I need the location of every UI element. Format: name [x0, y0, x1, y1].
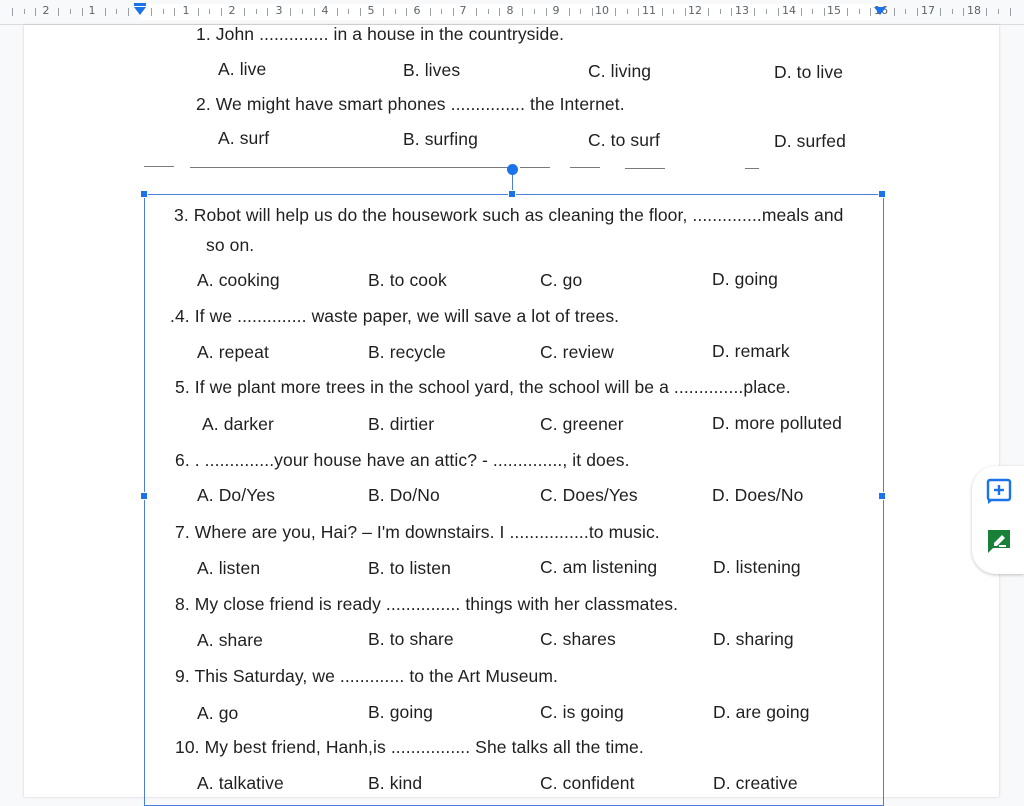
ruler-number: 11 [642, 4, 656, 17]
ruler-tick [221, 8, 222, 16]
q7-option-d: D. listening [713, 557, 801, 577]
q3-option-a: A. cooking [197, 270, 280, 290]
ruler-tick [627, 9, 628, 14]
q10-option-a: A. talkative [197, 773, 284, 793]
ruler-number: 1 [88, 4, 96, 17]
q4-option-b: B. recycle [368, 342, 446, 362]
ruler-tick [395, 9, 396, 14]
ruler-tick [267, 8, 268, 16]
ruler-tick [128, 8, 129, 16]
ruler-tick [244, 8, 245, 16]
ruler-tick [917, 8, 918, 16]
q3-option-d: D. going [712, 269, 778, 289]
ruler-tick [569, 8, 570, 16]
question-3-text: 3. Robot will help us do the housework such as cleaning the floor, ..............meals and [174, 205, 844, 225]
ruler-number: 18 [967, 4, 981, 17]
q8-option-d: D. sharing [713, 629, 794, 649]
ruler-number: 2 [42, 4, 50, 17]
add-comment-icon [984, 476, 1014, 506]
q2-option-b: B. surfing [403, 129, 478, 149]
ruler-number: 6 [413, 4, 421, 17]
q7-option-a: A. listen [197, 558, 261, 578]
ruler-number: 3 [275, 4, 283, 17]
q4-option-c: C. review [540, 342, 614, 362]
ruler-tick [290, 8, 291, 16]
ruler-number: 14 [782, 4, 796, 17]
ruler-tick [778, 8, 779, 16]
ruler-tick [58, 8, 59, 16]
ruler-tick [986, 8, 987, 16]
ruler-tick [662, 8, 663, 16]
q6-option-d: D. Does/No [712, 485, 804, 505]
right-indent-marker[interactable] [874, 4, 888, 17]
ruler-tick [685, 8, 686, 16]
q10-option-c: C. confident [540, 773, 635, 793]
q1-option-d: D. to live [774, 62, 844, 82]
question-4-text: .4. If we .............. waste paper, we will save a lot of trees. [170, 306, 620, 326]
ruler-tick [905, 9, 906, 14]
resize-handle-left[interactable] [140, 492, 148, 500]
q5-option-a: A. darker [202, 414, 274, 434]
question-10-text: 10. My best friend, Hanh,is ................ She talks all the time. [175, 737, 644, 757]
question-5-text: 5. If we plant more trees in the school yard, the school will be a ..............place. [175, 377, 791, 397]
ruler-tick [24, 9, 25, 14]
q9-option-d: D. are going [713, 702, 810, 722]
ruler-tick [894, 8, 895, 16]
q8-option-c: C. shares [540, 629, 616, 649]
ruler-tick [766, 9, 767, 14]
ruler-tick [35, 8, 36, 16]
ruler-tick [580, 9, 581, 14]
ruler-tick [673, 9, 674, 14]
ruler-tick [12, 8, 13, 16]
side-action-panel [972, 466, 1024, 574]
add-comment-button[interactable] [984, 476, 1014, 506]
ruler-tick [615, 8, 616, 16]
ruler-tick [870, 8, 871, 16]
q9-option-a: A. go [197, 703, 239, 723]
scan-divider [570, 167, 600, 168]
question-9-text: 9. This Saturday, we ............. to the Art Museum. [175, 666, 559, 686]
ruler-number: 1 [182, 4, 190, 17]
ruler-tick [708, 8, 709, 16]
q7-option-b: B. to listen [368, 558, 451, 578]
q6-option-a: A. Do/Yes [197, 485, 276, 505]
q6-option-b: B. Do/No [368, 485, 440, 505]
scan-divider [625, 168, 665, 169]
ruler-tick [592, 8, 593, 16]
first-line-indent-marker[interactable] [134, 3, 146, 6]
q1-option-b: B. lives [403, 60, 461, 80]
ruler-tick [314, 8, 315, 16]
resize-handle-top[interactable] [508, 190, 516, 198]
ruler-tick [337, 8, 338, 16]
ruler-tick [174, 8, 175, 16]
ruler-number: 12 [688, 4, 702, 17]
ruler-number: 9 [552, 4, 560, 17]
q4-option-d: D. remark [712, 341, 790, 361]
ruler-number: 10 [595, 4, 609, 17]
rotate-handle[interactable] [507, 164, 518, 175]
ruler-number: 2 [228, 4, 236, 17]
ruler-tick [151, 8, 152, 16]
ruler-tick [998, 9, 999, 14]
q10-option-d: D. creative [713, 773, 798, 793]
ruler-tick [198, 8, 199, 16]
q2-option-a: A. surf [218, 128, 270, 148]
ruler-tick [940, 8, 941, 16]
q2-option-d: D. surfed [774, 131, 846, 151]
ruler-tick [859, 9, 860, 14]
ruler-tick [754, 8, 755, 16]
question-6-text: 6. . ..............your house have an attic? - .............., it does. [175, 450, 630, 470]
ruler-number: 5 [367, 4, 375, 17]
ruler-tick [441, 9, 442, 14]
ruler-tick [488, 9, 489, 14]
q1-option-a: A. live [218, 59, 267, 79]
q3-option-b: B. to cook [368, 270, 447, 290]
ruler-number: 4 [321, 4, 329, 17]
ruler-tick [499, 8, 500, 16]
suggest-edit-button[interactable] [984, 526, 1014, 556]
q10-option-b: B. kind [368, 773, 423, 793]
resize-handle-top-left[interactable] [140, 190, 148, 198]
ruler-number: 7 [459, 4, 467, 17]
ruler-tick [302, 9, 303, 14]
ruler-tick [360, 8, 361, 16]
ruler-tick [82, 8, 83, 16]
ruler-tick [348, 9, 349, 14]
q3-option-c: C. go [540, 270, 583, 290]
ruler-tick [812, 9, 813, 14]
ruler-tick [638, 8, 639, 16]
q8-option-b: B. to share [368, 629, 454, 649]
resize-handle-right[interactable] [878, 492, 886, 500]
ruler-tick [105, 8, 106, 16]
ruler-tick [163, 9, 164, 14]
q5-option-d: D. more polluted [712, 413, 842, 433]
q1-option-c: C. living [588, 61, 652, 81]
q9-option-b: B. going [368, 702, 434, 722]
ruler-tick [522, 8, 523, 16]
ruler-tick [256, 9, 257, 14]
ruler-number: 8 [506, 4, 514, 17]
question-2-text: 2. We might have smart phones ............... the Internet. [196, 94, 625, 114]
q7-option-c: C. am listening [540, 557, 658, 577]
q6-option-c: C. Does/Yes [540, 485, 638, 505]
question-8-text: 8. My close friend is ready ............... things with her classmates. [175, 594, 679, 614]
q5-option-c: C. greener [540, 414, 624, 434]
scan-divider [144, 166, 174, 167]
ruler-tick [546, 8, 547, 16]
ruler-tick [476, 8, 477, 16]
ruler-tick [534, 9, 535, 14]
ruler-tick [731, 8, 732, 16]
scan-divider [520, 167, 550, 168]
q2-option-c: C. to surf [588, 130, 660, 150]
ruler-tick [406, 8, 407, 16]
ruler-number: 13 [735, 4, 749, 17]
q5-option-b: B. dirtier [368, 414, 435, 434]
ruler-tick [70, 9, 71, 14]
ruler-tick [824, 8, 825, 16]
q4-option-a: A. repeat [197, 342, 269, 362]
question-3-text-cont: so on. [206, 235, 255, 255]
question-1-text: 1. John .............. in a house in the countryside. [196, 24, 565, 44]
ruler-tick [801, 8, 802, 16]
left-indent-marker[interactable] [134, 7, 146, 15]
ruler-tick [1010, 8, 1011, 16]
q9-option-c: C. is going [540, 702, 624, 722]
ruler-number: 17 [921, 4, 935, 17]
scan-divider [745, 168, 759, 169]
ruler-tick [720, 9, 721, 14]
ruler-tick [383, 8, 384, 16]
resize-handle-top-right[interactable] [878, 190, 886, 198]
horizontal-ruler[interactable] [0, 0, 1024, 25]
q8-option-a: A. share [197, 630, 263, 650]
ruler-tick [952, 9, 953, 14]
question-7-text: 7. Where are you, Hai? – I'm downstairs. I ................to music. [175, 522, 660, 542]
ruler-tick [209, 9, 210, 14]
ruler-tick [847, 8, 848, 16]
ruler-tick [430, 8, 431, 16]
ruler-tick [963, 8, 964, 16]
ruler-tick [116, 9, 117, 14]
scan-divider [190, 167, 510, 168]
ruler-number: 15 [827, 4, 841, 17]
ruler-number: 16 [874, 4, 888, 17]
ruler-tick [453, 8, 454, 16]
suggest-edit-icon [984, 526, 1014, 556]
